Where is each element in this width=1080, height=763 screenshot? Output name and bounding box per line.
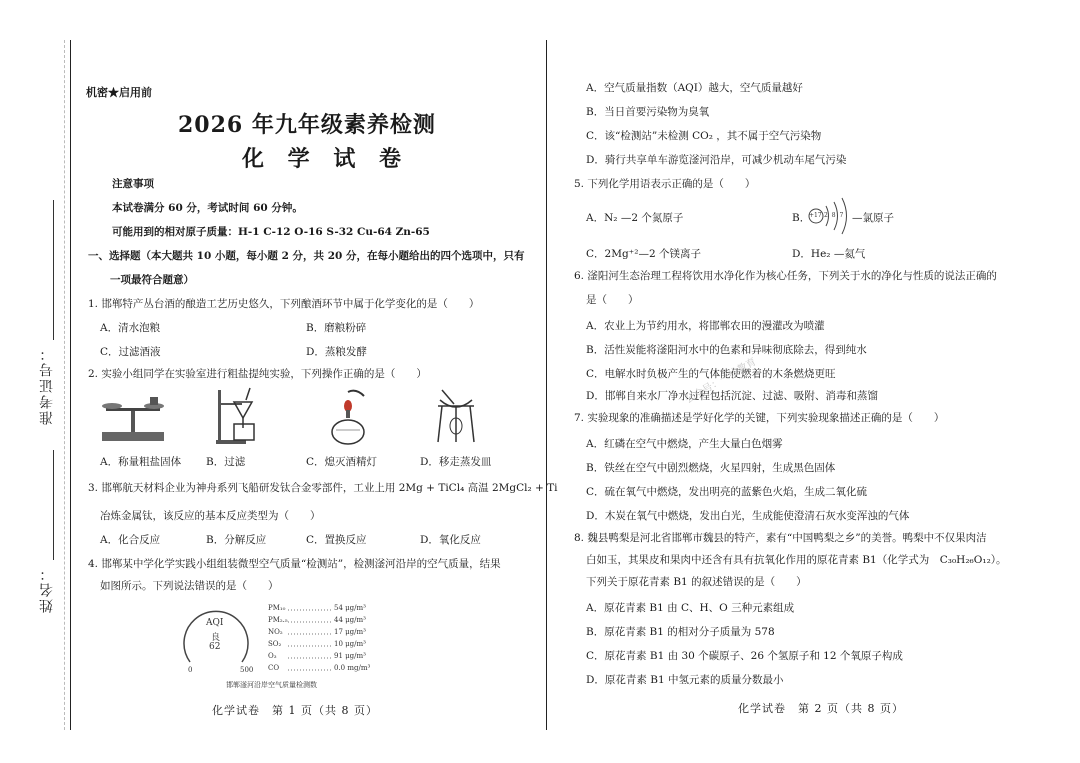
question-5: 5. 下列化学用语表示正确的是（ ） <box>574 178 756 190</box>
q1-option-c: C．过滤酒液 <box>100 346 161 358</box>
q8-option-a: A．原花青素 B1 由 C、H、O 三种元素组成 <box>586 602 795 614</box>
aqi-row-value: 0.0 mg/m³ <box>334 664 371 672</box>
q2-option-d: D．移走蒸发皿 <box>420 456 492 468</box>
notice-line-1: 本试卷满分 60 分，考试时间 60 分钟。 <box>112 202 303 214</box>
q5-option-b-nucleus: +17 <box>809 212 822 219</box>
page-divider <box>546 40 547 730</box>
notice-heading: 注意事项 <box>112 178 154 190</box>
left-border-line <box>70 40 71 730</box>
q4-option-c: C．该“检测站”未检测 CO₂ ，其不属于空气污染物 <box>586 130 822 142</box>
q1-option-a: A．清水泡粮 <box>100 322 161 334</box>
q6-option-c: C．电解水时负极产生的气体能使燃着的木条燃烧更旺 <box>586 368 836 380</box>
exam-number-underline <box>53 200 54 340</box>
q8-option-c: C．原花青素 B1 由 30 个碳原子、26 个氢原子和 12 个氧原子构成 <box>586 650 903 662</box>
aqi-row-name: NO₂ <box>268 628 283 636</box>
q8-option-d: D．原花青素 B1 中氢元素的质量分数最小 <box>586 674 784 686</box>
aqi-label: AQI <box>206 618 224 628</box>
q2-option-b: B．过滤 <box>206 456 246 468</box>
q5-option-b: —氯原子 <box>852 212 894 224</box>
aqi-row-name: SO₂ <box>268 640 282 648</box>
q1-option-d: D．蒸粮发酵 <box>306 346 367 358</box>
aqi-row-name: O₃ <box>268 652 277 660</box>
q6-option-a: A．农业上为节约用水，将邯郸农田的漫灌改为喷灌 <box>586 320 825 332</box>
aqi-scale-min: 0 <box>188 666 193 674</box>
watermark: 公众号：一线教育 <box>683 356 759 406</box>
question-4: 4. 邯郸某中学化学实践小组组装微型空气质量“检测站”，检测滏河沿岸的空气质量，结果 <box>88 558 501 570</box>
q4-option-d: D．骑行共享单车游览滏河沿岸，可减少机动车尾气污染 <box>586 154 847 166</box>
name-underline <box>53 450 54 560</box>
question-2: 2. 实验小组同学在实验室进行粗盐提纯实验，下列操作正确的是（ ） <box>88 368 427 380</box>
evaporating-dish-icon <box>432 386 480 446</box>
q2-option-c: C．熄灭酒精灯 <box>306 456 378 468</box>
q2-option-a: A．称量粗盐固体 <box>100 456 182 468</box>
section-1-heading-cont: 一项最符合题意） <box>110 274 194 286</box>
question-3: 3. 邯郸航天材料企业为神舟系列飞船研发钛合金零部件，工业上用 2Mg + TiCl₄ 高温 2MgCl₂ + Ti <box>88 482 558 494</box>
aqi-row-name: PM₁₀ <box>268 604 286 612</box>
q7-option-a: A．红磷在空气中燃烧，产生大量白色烟雾 <box>586 438 783 450</box>
aqi-row-name: CO <box>268 664 280 672</box>
page-1-footer: 化学试卷 第 1 页（共 8 页） <box>212 704 378 717</box>
balance-scale-icon <box>98 392 168 444</box>
q7-option-d: D．木炭在氧气中燃烧，发出白光，生成能使澄清石灰水变浑浊的气体 <box>586 510 910 522</box>
exam-title: 2026 年九年级素养检测 <box>178 112 436 138</box>
exam-subject: 化 学 试 卷 <box>242 146 409 172</box>
q8-option-b: B．原花青素 B1 的相对分子质量为 578 <box>586 626 775 638</box>
alcohol-lamp-icon <box>328 386 378 446</box>
q5-option-d: D．He₂ —氦气 <box>792 248 866 260</box>
q6-option-d: D．邯郸自来水厂净水过程包括沉淀、过滤、吸附、消毒和蒸馏 <box>586 390 878 402</box>
question-8-cont-2: 下列关于原花青素 B1 的叙述错误的是（ ） <box>586 576 807 588</box>
aqi-caption: 邯郸滏河沿岸空气质量检测数 <box>226 681 317 689</box>
q5-option-c: C．2Mg⁺²—2 个镁离子 <box>586 248 701 260</box>
question-7: 7. 实验现象的准确描述是学好化学的关键，下列实验现象描述正确的是（ ） <box>574 412 945 424</box>
question-3-cont: 冶炼金属钛，该反应的基本反应类型为（ ） <box>100 510 321 522</box>
name-label: 姓名： <box>39 565 55 613</box>
q3-option-b: B．分解反应 <box>206 534 267 546</box>
question-8: 8. 魏县鸭梨是河北省邯郸市魏县的特产，素有“中国鸭梨之乡”的美誉。鸭梨中不仅果肉洁 <box>574 532 987 544</box>
question-8-cont-1: 白如玉，其果皮和果肉中还含有具有抗氧化作用的原花青素 B1（化学式为 C₃₀H₂₆O₁₂）。 <box>586 554 1007 566</box>
q5-option-b-shells: 2 8 7 <box>824 212 845 219</box>
exam-number-label: 准考证号： <box>39 345 55 425</box>
q5-option-b-prefix: B． <box>792 212 811 224</box>
aqi-dotted-leaders <box>288 606 334 672</box>
aqi-level: 良 <box>211 633 221 643</box>
q4-option-b: B．当日首要污染物为臭氧 <box>586 106 710 118</box>
q7-option-c: C．硫在氧气中燃烧，发出明亮的蓝紫色火焰，生成二氧化硫 <box>586 486 868 498</box>
section-1-heading: 一、选择题（本大题共 10 小题，每小题 2 分，共 20 分，在每小题给出的四个选项中，只有 <box>88 250 525 262</box>
question-6: 6. 滏阳河生态治理工程将饮用水净化作为核心任务，下列关于水的净化与性质的说法正确的 <box>574 270 997 282</box>
aqi-value: 62 <box>209 642 221 652</box>
q5-option-a: A．N₂ —2 个氮原子 <box>586 212 684 224</box>
confidential-mark: 机密★启用前 <box>86 86 152 99</box>
question-1: 1. 邯郸特产丛台酒的酿造工艺历史悠久，下列酿酒环节中属于化学变化的是（ ） <box>88 298 480 310</box>
q3-option-a: A．化合反应 <box>100 534 161 546</box>
aqi-row-value: 17 μg/m³ <box>334 628 366 636</box>
aqi-row-value: 10 μg/m³ <box>334 640 366 648</box>
aqi-scale-max: 500 <box>240 666 254 674</box>
question-4-cont: 如图所示。下列说法错误的是（ ） <box>100 580 279 592</box>
q6-option-b: B．活性炭能将滏阳河水中的色素和异味彻底除去，得到纯水 <box>586 344 867 356</box>
filtration-apparatus-icon <box>212 386 262 446</box>
binding-dashed-line <box>64 40 65 730</box>
aqi-row-value: 44 μg/m³ <box>334 616 366 624</box>
q4-option-a: A．空气质量指数（AQI）越大，空气质量越好 <box>586 82 803 94</box>
q1-option-b: B．磨粮粉碎 <box>306 322 367 334</box>
aqi-row-value: 54 μg/m³ <box>334 604 366 612</box>
q3-option-d: D．氧化反应 <box>420 534 481 546</box>
page-2-footer: 化学试卷 第 2 页（共 8 页） <box>738 702 904 715</box>
aqi-row-value: 91 μg/m³ <box>334 652 366 660</box>
notice-line-2: 可能用到的相对原子质量：H-1 C-12 O-16 S-32 Cu-64 Zn-65 <box>112 226 430 238</box>
question-6-cont: 是（ ） <box>586 294 639 306</box>
q7-option-b: B．铁丝在空气中剧烈燃烧，火星四射，生成黑色固体 <box>586 462 836 474</box>
q3-option-c: C．置换反应 <box>306 534 367 546</box>
aqi-row-name: PM₂.₅ <box>268 616 288 624</box>
